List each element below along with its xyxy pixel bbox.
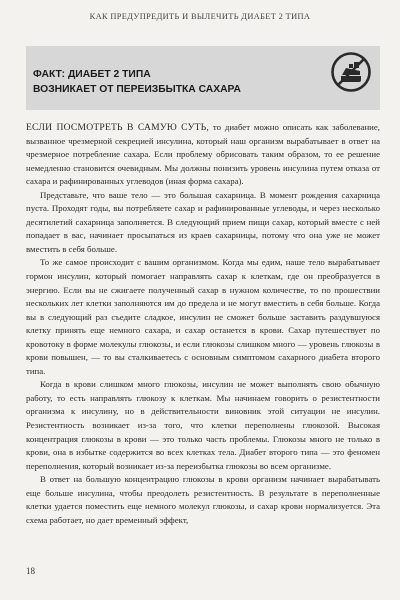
page-number: 18 [26, 566, 35, 576]
paragraph-5: В ответ на большую концентрацию глюкозы в крови организм начинает вырабатывать еще больше инсулина, чтобы преодолеть резистентность. В результате в переполненные клетки удается поместить еще немного молекул глюкозы, и сахар крови нормализуется. Эта схема работает, но дает временный эффект, [26, 474, 380, 525]
fact-heading [33, 68, 241, 97]
fact-heading-line1: ФАКТ: ДИАБЕТ 2 ТИПА [33, 69, 151, 80]
fact-heading-line2: ВОЗНИКАЕТ ОТ ПЕРЕИЗБЫТКА САХАРА [33, 83, 241, 95]
body-text [26, 121, 380, 527]
lead-caps: ЕСЛИ ПОСМОТРЕТЬ В САМУЮ СУТЬ, [26, 122, 210, 133]
paragraph-2: Представьте, что ваше тело — это большая сахарница. В момент рождения сахарница пуста. Проходят годы, вы потребляете сахар и рафинированные углеводы, и через несколько десятилетий сахарница заполняется. В следующий прием пищи сахар, который вместе с ней попадает в вас, начинает просыпаться из краев сахарницы, потому что она уже не может вместить в себя больше. [26, 189, 380, 254]
paragraph-1-rest: то диабет можно описать как заболевание, вызванное чрезмерной секрецией инсулина, который наш организм вырабатывает в ответ на чрезмерное потребление сахара. Если проблему обрисовать таким образом, то ее решение немедленно становится очевидным. Мы должны понизить уровень инсулина путем отказа от сахара и рафинированных углеводов (иная форма сахара). [26, 122, 380, 187]
running-title: КАК ПРЕДУПРЕДИТЬ И ВЫЛЕЧИТЬ ДИАБЕТ 2 ТИПА [89, 12, 311, 21]
fact-box [26, 46, 380, 110]
paragraph-4: Когда в крови слишком много глюкозы, инсулин не может выполнять свою обычную работу, то есть направлять глюкозу к клеткам. Мы начинаем говорить о резистентности организма к инсулину, но в действительности виновник этой ситуации не инсулин. Резистентность возникает из-за того, что клетки переполнены глюкозой. Высокая концентрация глюкозы в крови — это только часть проблемы. Глюкозы много не только в крови, она в избытке содержится во всех клетках тела. Диабет второго типа — это феномен переполнения, который возникает из-за переизбытка глюкозы во всем организме. [26, 379, 380, 471]
no-sugar-icon [330, 51, 372, 93]
paragraph-1 [26, 121, 380, 189]
paragraph-3: То же самое происходит с вашим организмом. Когда мы едим, наше тело вырабатывает гормон инсулин, который помогает направлять сахар к клеткам, где он преобразуется в энергию. Если вы не сжигаете полученный сахар в нужном количестве, то по прошествии нескольких лет клетки заполняются им до предела и не могут вместить в себя больше. Когда вы в следующий раз съедите сладкое, инсулин не сможет больше заставить раздувшуюся клетку принять еще немного сахара, и сахар останется в крови. Сахар путешествует по кровотоку в форме молекулы глюкозы, и если глюкозы слишком много — уровень глюкозы в крови повышен, — то вы сталкиваетесь с основным симптомом сахарного диабета второго типа. [26, 257, 380, 376]
